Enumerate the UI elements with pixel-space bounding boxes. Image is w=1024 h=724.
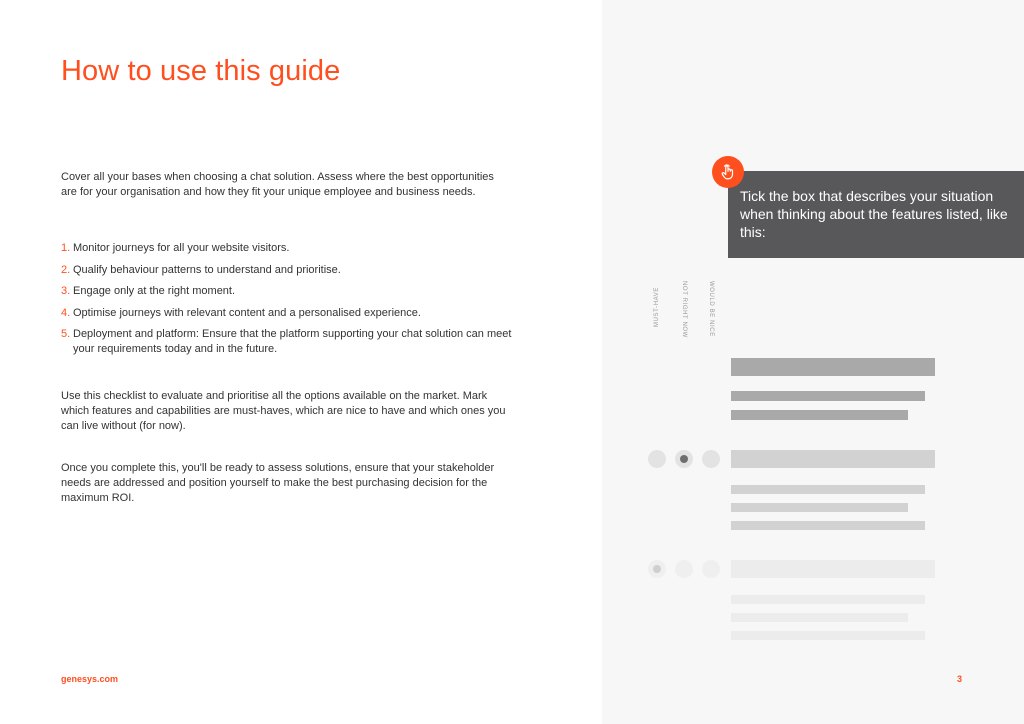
step-number: 2. <box>61 263 71 276</box>
page-number: 3 <box>957 674 963 684</box>
placeholder-text-line <box>731 595 925 604</box>
step-number: 1. <box>61 242 71 254</box>
placeholder-heading-bar <box>731 450 935 468</box>
step-text: Qualify behaviour patterns to understand and prioritise. <box>73 263 341 276</box>
placeholder-text-line <box>731 485 925 494</box>
column-label-would-be-nice: WOULD BE NICE <box>708 281 714 337</box>
closing-paragraph: Once you complete this, you'll be ready to assess solutions, ensure that your stakeholder needs are addressed and position yourself to make the best purchasing decision for the maximum ROI. <box>61 462 495 504</box>
list-item <box>61 306 521 321</box>
callout-text: Tick the box that describes your situation when thinking about the features listed, like this: <box>740 188 1008 240</box>
instruction-callout <box>728 171 1024 258</box>
radio-option-would-be-nice[interactable] <box>702 560 720 578</box>
radio-option-not-right-now[interactable] <box>675 560 693 578</box>
step-text: Optimise journeys with relevant content and a personalised experience. <box>73 306 421 319</box>
list-item <box>61 284 521 299</box>
touch-hand-icon <box>712 156 744 188</box>
radio-selected-marker <box>653 565 661 573</box>
step-text: Deployment and platform: Ensure that the platform supporting your chat solution can meet your requirements today and in the future. <box>73 328 512 355</box>
list-item <box>61 263 521 278</box>
step-number: 4. <box>61 306 71 319</box>
placeholder-heading-bar <box>731 358 935 376</box>
step-text: Monitor journeys for all your website visitors. <box>73 242 290 254</box>
step-text: Engage only at the right moment. <box>73 285 236 297</box>
placeholder-text-line <box>731 503 908 512</box>
touch-hand-glyph <box>719 163 737 181</box>
footer-site-link[interactable]: genesys.com <box>61 674 119 684</box>
column-label-not-right-now: NOT RIGHT NOW <box>681 281 687 338</box>
placeholder-text-line <box>731 613 908 622</box>
radio-selected-marker <box>680 455 688 463</box>
step-number: 5. <box>61 328 71 340</box>
radio-option-must-have[interactable] <box>648 450 666 468</box>
placeholder-text-line <box>731 410 908 420</box>
checklist-paragraph: Use this checklist to evaluate and prioritise all the options available on the market. Mark which features and capabilities are must-haves, which are nice to have and which ones you can live without (for now). <box>61 390 506 432</box>
placeholder-text-line <box>731 391 925 401</box>
column-label-must-have: MUST-HAVE <box>654 287 660 327</box>
radio-option-would-be-nice[interactable] <box>702 450 720 468</box>
steps-list <box>61 241 521 364</box>
intro-paragraph: Cover all your bases when choosing a chat solution. Assess where the best opportunities are for your organisation and how they fit your unique employee and business needs. <box>61 171 494 198</box>
placeholder-text-line <box>731 521 925 530</box>
list-item <box>61 241 521 256</box>
page-title: How to use this guide <box>61 55 341 87</box>
step-number: 3. <box>61 285 71 297</box>
placeholder-heading-bar <box>731 560 935 578</box>
list-item <box>61 327 521 357</box>
placeholder-text-line <box>731 631 925 640</box>
